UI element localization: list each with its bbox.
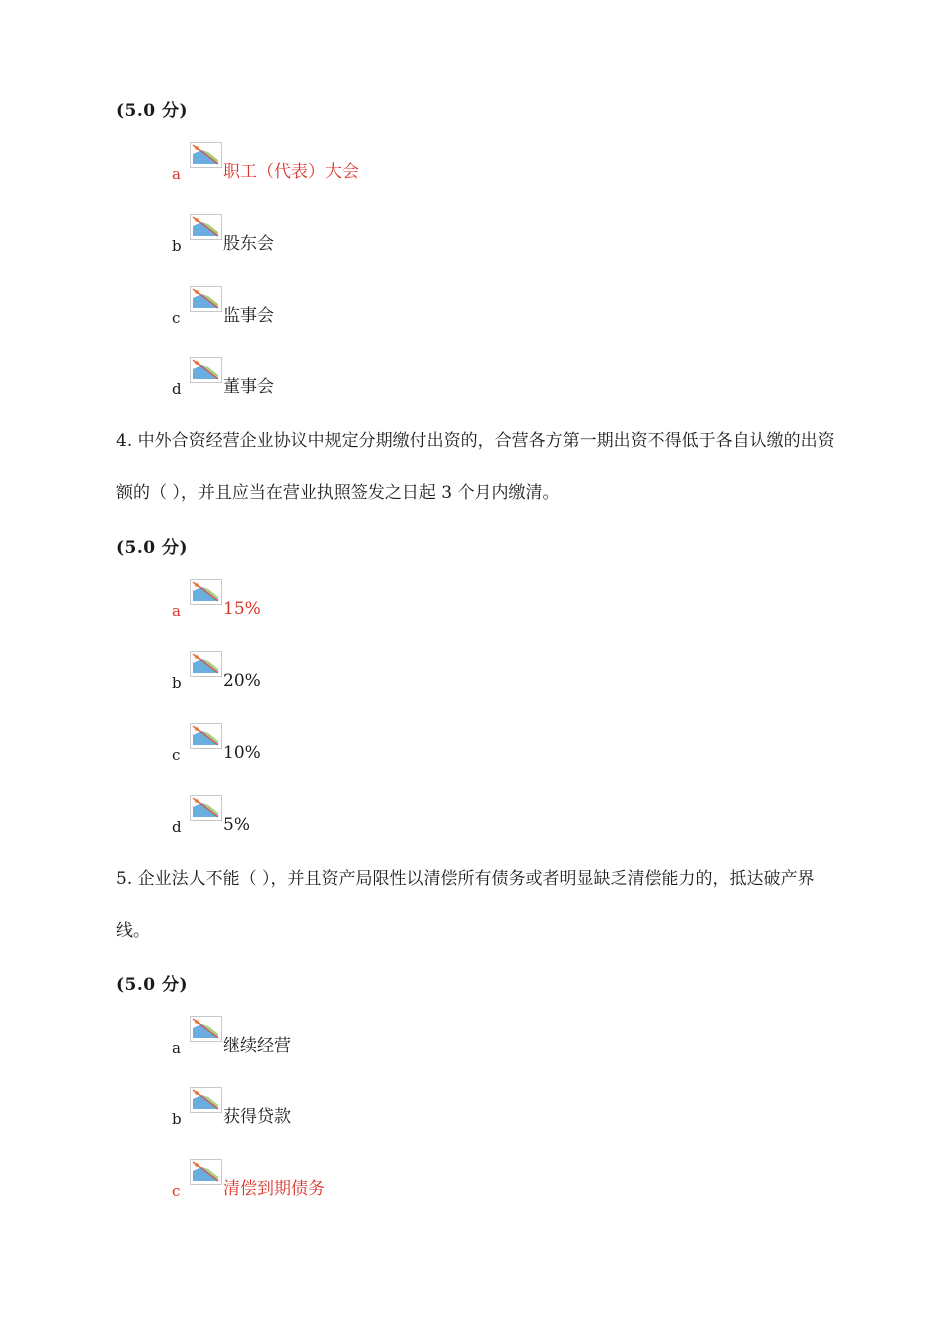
question-4-score: (5.0 分) bbox=[116, 538, 189, 558]
broken-image-icon bbox=[190, 357, 222, 383]
option-letter: a bbox=[172, 602, 181, 620]
option-letter: d bbox=[172, 818, 182, 836]
option-letter: d bbox=[172, 380, 182, 398]
question-4-text: 4. 中外合资经营企业协议中规定分期缴付出资的，合营各方第一期出资不得低于各自认缴的出资额的（ ），并且应当在营业执照签发之日起 3 个月内缴清。 bbox=[116, 431, 835, 503]
broken-image-icon bbox=[190, 142, 222, 168]
broken-image-icon bbox=[190, 651, 222, 677]
option-letter: b bbox=[172, 674, 182, 692]
broken-image-icon bbox=[190, 1159, 222, 1185]
broken-image-icon bbox=[190, 1087, 222, 1113]
option-letter: b bbox=[172, 237, 182, 255]
option-text: 股东会 bbox=[223, 234, 274, 254]
broken-image-icon bbox=[190, 286, 222, 312]
option-letter: c bbox=[172, 1182, 181, 1200]
broken-image-icon bbox=[190, 795, 222, 821]
question-5-score: (5.0 分) bbox=[116, 975, 189, 995]
option-text: 获得贷款 bbox=[223, 1107, 291, 1127]
broken-image-icon bbox=[190, 1016, 222, 1042]
option-letter: c bbox=[172, 309, 181, 327]
option-letter: c bbox=[172, 746, 181, 764]
option-text: 董事会 bbox=[223, 377, 274, 397]
option-text: 5% bbox=[223, 815, 250, 835]
option-text: 监事会 bbox=[223, 306, 274, 326]
question-3-score: (5.0 分) bbox=[116, 101, 189, 121]
broken-image-icon bbox=[190, 214, 222, 240]
broken-image-icon bbox=[190, 723, 222, 749]
option-letter: a bbox=[172, 165, 181, 183]
question-5-text: 5. 企业法人不能（ ），并且资产局限性以清偿所有债务或者明显缺乏清偿能力的，抵达破产界线。 bbox=[116, 869, 815, 941]
option-text: 清偿到期债务 bbox=[223, 1179, 325, 1199]
option-letter: a bbox=[172, 1039, 181, 1057]
option-text: 15% bbox=[223, 599, 261, 619]
option-text: 10% bbox=[223, 743, 261, 763]
option-text: 继续经营 bbox=[223, 1036, 291, 1056]
option-text: 职工（代表）大会 bbox=[223, 162, 359, 182]
option-letter: b bbox=[172, 1110, 182, 1128]
option-text: 20% bbox=[223, 671, 261, 691]
broken-image-icon bbox=[190, 579, 222, 605]
